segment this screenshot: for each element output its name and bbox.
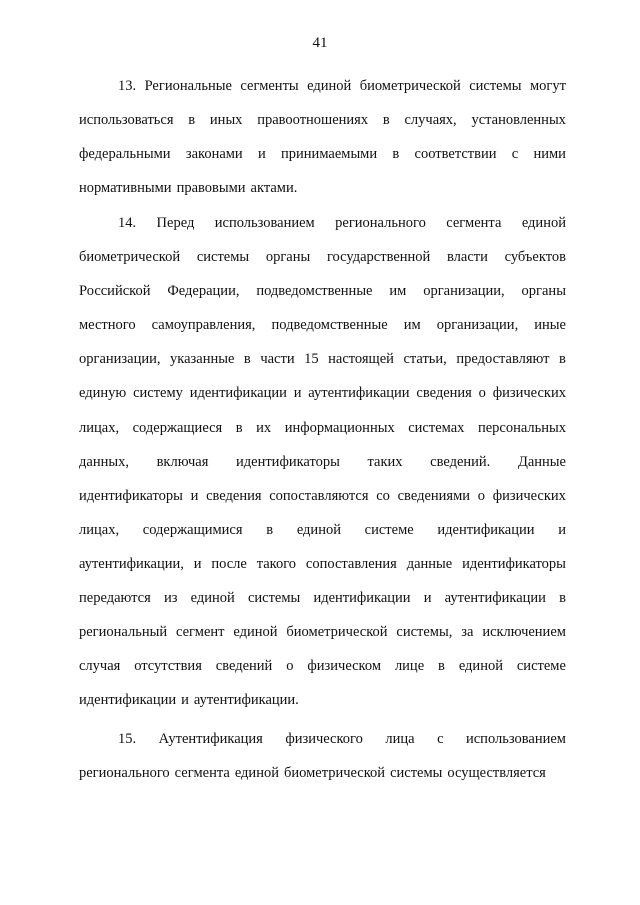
text-line: региональный сегмент единой биометрической системы, за исключением xyxy=(79,624,566,641)
text-line: аутентификации, и после такого сопоставления данные идентификаторы xyxy=(79,555,566,572)
text-line: случая отсутствия сведений о физическом лице в единой системе xyxy=(79,658,566,675)
text-line: 14. Перед использованием регионального сегмента единой xyxy=(118,215,566,231)
paragraph-13 xyxy=(79,69,566,205)
text-line: регионального сегмента единой биометрической системы осуществляется xyxy=(79,765,546,782)
text-line: использоваться в иных правоотношениях в случаях, установленных xyxy=(79,112,566,129)
text-line: федеральными законами и принимаемыми в соответствии с ними xyxy=(79,146,566,163)
text-line: организации, указанные в части 15 настоящей статьи, предоставляют в xyxy=(79,351,566,368)
text-line: идентификации и аутентификации. xyxy=(79,692,299,709)
text-line: местного самоуправления, подведомственные им организации, иные xyxy=(79,317,566,334)
text-line: нормативными правовыми актами. xyxy=(79,180,298,197)
text-line: передаются из единой системы идентификации и аутентификации в xyxy=(79,590,566,607)
text-line: биометрической системы органы государственной власти субъектов xyxy=(79,249,566,266)
page-number: 41 xyxy=(312,35,328,51)
text-line: 13. Региональные сегменты единой биометрической системы могут xyxy=(118,78,566,94)
text-line: Российской Федерации, подведомственные им организации, органы xyxy=(79,283,566,300)
text-line: идентификаторы и сведения сопоставляются со сведениями о физических xyxy=(79,487,566,504)
paragraph-14 xyxy=(79,206,566,717)
text-line: 15. Аутентификация физического лица с использованием xyxy=(118,731,566,747)
text-line: данных, включая идентификаторы таких сведений. Данные xyxy=(79,453,566,470)
text-line: лицах, содержащимися в единой системе идентификации и xyxy=(79,521,566,538)
paragraph-15 xyxy=(79,722,566,790)
text-line: лицах, содержащиеся в их информационных системах персональных xyxy=(79,419,566,436)
text-line: единую систему идентификации и аутентификации сведения о физических xyxy=(79,385,566,402)
